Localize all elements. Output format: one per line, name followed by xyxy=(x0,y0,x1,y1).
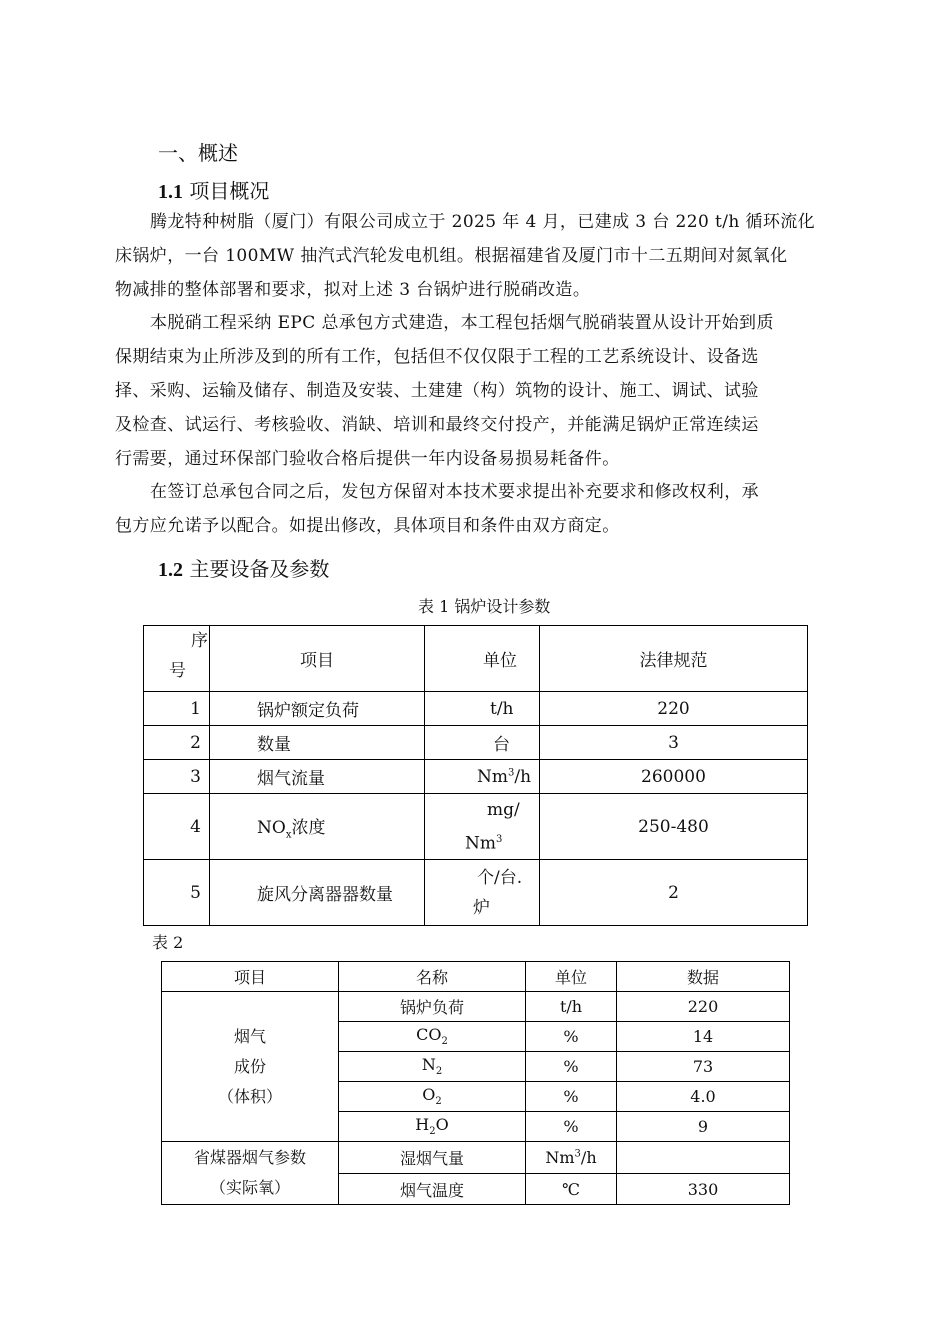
table1-header-no: 序 号 xyxy=(144,626,210,692)
table1-cell-value: 3 xyxy=(540,726,808,760)
table2-cell-name: 烟气温度 xyxy=(339,1174,526,1205)
table2-cell-name: 锅炉负荷 xyxy=(339,992,526,1022)
subheading-1-1: 1.1 项目概况 xyxy=(158,179,270,203)
paragraph-3: 在签订总承包合同之后，发包方保留对本技术要求提出补充要求和修改权利，承 包方应允诺予以配合。如提出修改，具体项目和条件由双方商定。 xyxy=(115,482,759,536)
table1-cell-unit: 个/台. 炉 xyxy=(425,860,540,926)
table1-cell-no: 1 xyxy=(144,692,210,726)
table1-header-row xyxy=(144,626,808,692)
table-row xyxy=(144,692,808,726)
table2-cell-name: $N_2$ xyxy=(339,1052,526,1082)
table2-header-unit: 单位 xyxy=(526,962,617,992)
table2-cell-unit: % xyxy=(526,1112,617,1142)
table1-cell-unit: 台 xyxy=(425,726,540,760)
section-heading: 一、概述 xyxy=(158,141,238,165)
paragraph-2: 本脱硝工程采纳 EPC 总承包方式建造，本工程包括烟气脱硝装置从设计开始到质 保期结束为止所涉及到的所有工作，包括但不仅仅限于工程的工艺系统设计、设备选 择、采购、运输及储存、制造及安装、土建建（构）筑物的设计、施工、调试、试验 及检查、试运行、考核验收、消缺、培训和最终交付投产，并能满足锅炉正常连续运 行需要，通过环保部门验收合格后提供一年内设备易损易耗备件。 xyxy=(115,313,774,469)
table-row xyxy=(144,860,808,926)
table2-cell-data: 4.0 xyxy=(617,1082,790,1112)
table1-cell-unit: Nm$^3$/h xyxy=(425,760,540,794)
table1-cell-no: 2 xyxy=(144,726,210,760)
table2-cell-unit: t/h xyxy=(526,992,617,1022)
table2-cell-data: 73 xyxy=(617,1052,790,1082)
table1-cell-item: 烟气流量 xyxy=(210,760,425,794)
table1-caption: 表 1 锅炉设计参数 xyxy=(418,597,551,616)
table2-caption: 表 2 xyxy=(152,933,184,952)
table2-cell-data: 9 xyxy=(617,1112,790,1142)
table1-cell-no: 4 xyxy=(144,794,210,860)
table2-header-data: 数据 xyxy=(617,962,790,992)
table-row xyxy=(144,726,808,760)
table1 xyxy=(143,625,808,926)
table2-cell-data xyxy=(617,1142,790,1174)
table-row xyxy=(162,1142,790,1174)
table-row xyxy=(144,760,808,794)
table1-cell-no: 3 xyxy=(144,760,210,794)
table1-header-item: 项目 xyxy=(210,626,425,692)
table1-cell-unit: t/h xyxy=(425,692,540,726)
table2-cell-unit: Nm$^3$/h xyxy=(526,1142,617,1174)
paragraph-1: 腾龙特种树脂（厦门）有限公司成立于 2025 年 4 月，已建成 3 台 220 t/h 循环流化 床锅炉，一台 100MW 抽汽式汽轮发电机组。根据福建省及厦门市十二五期间对氮氧化 物减排的整体部署和要求，拟对上述 3 台锅炉进行脱硝改造。 xyxy=(115,212,816,300)
table1-header-spec: 法律规范 xyxy=(540,626,808,692)
table1-cell-item: 旋风分离器器数量 xyxy=(210,860,425,926)
table1-cell-item: 锅炉额定负荷 xyxy=(210,692,425,726)
table1-cell-item: 数量 xyxy=(210,726,425,760)
table-row xyxy=(144,794,808,860)
table2-cell-data: 220 xyxy=(617,992,790,1022)
table2-header-name: 名称 xyxy=(339,962,526,992)
table2 xyxy=(161,961,790,1205)
table2-cell-name: $CO_2$ xyxy=(339,1022,526,1052)
table1-cell-value: 250-480 xyxy=(540,794,808,860)
table1-cell-no: 5 xyxy=(144,860,210,926)
table2-cell-data: 14 xyxy=(617,1022,790,1052)
table2-cell-name: $O_2$ xyxy=(339,1082,526,1112)
table2-header-row xyxy=(162,962,790,992)
table1-cell-value: 2 xyxy=(540,860,808,926)
table2-header-item: 项目 xyxy=(162,962,339,992)
table2-group-gas-composition: 烟气 成份 （体积） xyxy=(162,992,339,1142)
table2-cell-name: $H_2O$ xyxy=(339,1112,526,1142)
table2-group-economizer: 省煤器烟气参数 （实际氧） xyxy=(162,1142,339,1205)
table-row xyxy=(162,992,790,1022)
table1-header-unit: 单位 xyxy=(425,626,540,692)
table2-cell-unit: % xyxy=(526,1022,617,1052)
subheading-1-2: 1.2 主要设备及参数 xyxy=(158,557,330,581)
table2-cell-unit: ℃ xyxy=(526,1174,617,1205)
table2-cell-unit: % xyxy=(526,1082,617,1112)
table2-cell-unit: % xyxy=(526,1052,617,1082)
table2-cell-data: 330 xyxy=(617,1174,790,1205)
table1-cell-unit: mg/ Nm$^3$ xyxy=(425,794,540,860)
table1-cell-value: 260000 xyxy=(540,760,808,794)
table1-cell-value: 220 xyxy=(540,692,808,726)
table2-cell-name: 湿烟气量 xyxy=(339,1142,526,1174)
table1-cell-item: $NO_x$浓度 xyxy=(210,794,425,860)
